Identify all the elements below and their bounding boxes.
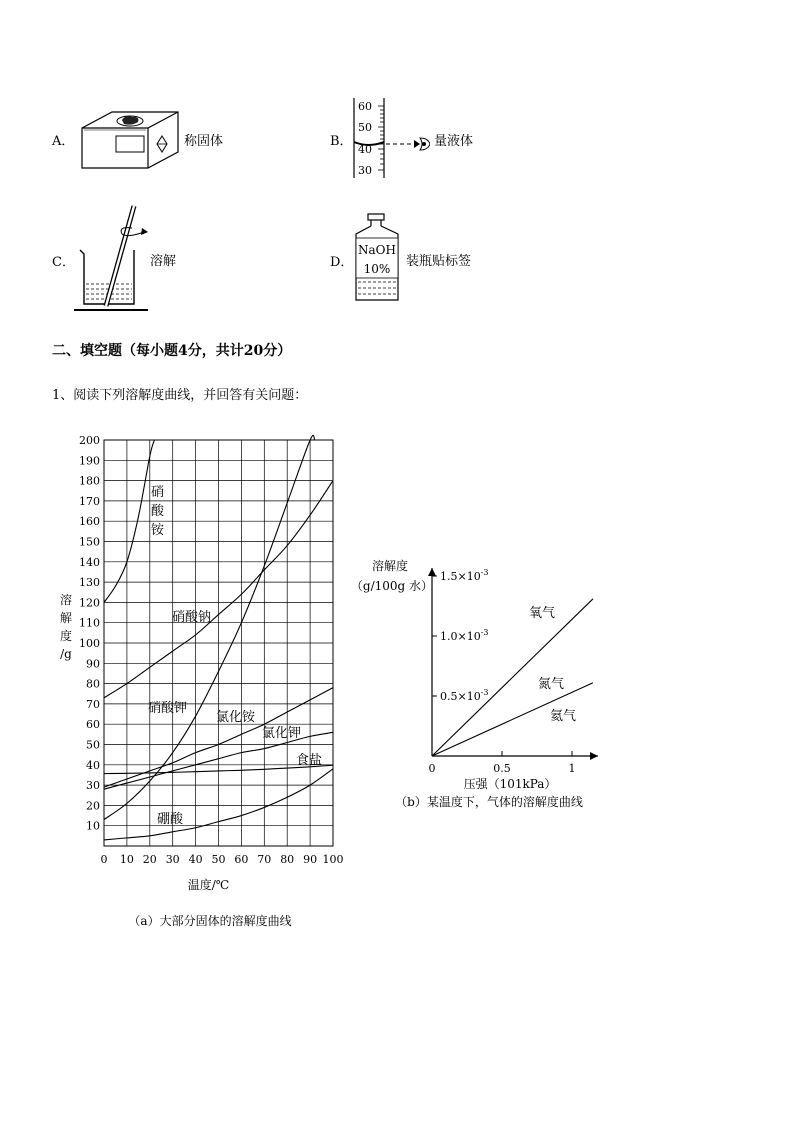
- cylinder-tick-40: 40: [358, 143, 372, 156]
- y-tick-label: 80: [86, 677, 100, 691]
- series-label: 硝酸钠: [172, 610, 212, 625]
- y-tick-label: $1.5\times 10^{-3}$: [440, 568, 489, 583]
- beaker-stirring-illustration: [74, 200, 154, 314]
- solid-solubility-chart: [50, 428, 360, 933]
- y-tick-label: 140: [79, 555, 100, 569]
- series-label: 硼酸: [157, 812, 184, 827]
- y-tick-label: $1.0\times 10^{-3}$: [440, 628, 489, 643]
- x-axis-arrow: [590, 752, 598, 760]
- reagent-bottle-illustration: [352, 212, 402, 304]
- y-tick-label: 130: [79, 576, 100, 590]
- y-tick-label: 90: [86, 657, 100, 671]
- balance-illustration: [80, 108, 180, 172]
- cylinder-tick-30: 30: [358, 164, 372, 177]
- series-line: [104, 435, 315, 819]
- series-label: 酸: [151, 504, 165, 519]
- series-label: 硝: [151, 485, 165, 500]
- x-tick-label: 20: [142, 853, 157, 866]
- x-tick-label: 0: [428, 762, 436, 775]
- x-tick-label: 70: [257, 853, 272, 866]
- y-tick-label: 180: [79, 474, 100, 488]
- y-tick-label: 60: [86, 718, 100, 732]
- y-tick-label: 20: [86, 799, 100, 813]
- y-tick-label: 150: [79, 535, 100, 549]
- y-axis-label: /g: [60, 647, 72, 661]
- cylinder-tick-50: 50: [358, 121, 372, 134]
- series-label: 氧气: [529, 606, 556, 621]
- y-tick-label: 110: [79, 616, 100, 630]
- option-c-letter: C．: [52, 255, 75, 270]
- series-label: 氦气: [550, 709, 577, 724]
- option-a-letter: A．: [52, 134, 75, 149]
- y-axis-label: 度: [59, 629, 73, 643]
- series-line: [432, 599, 593, 756]
- y-tick-label: 100: [79, 637, 100, 650]
- y-tick-label: $0.5\times 10^{-3}$: [440, 688, 489, 703]
- x-tick-label: 0: [100, 853, 108, 866]
- x-tick-label: 50: [211, 853, 226, 866]
- y-tick-label: 10: [86, 819, 100, 833]
- series-label: 铵: [151, 523, 165, 538]
- y-tick-label: 50: [86, 738, 100, 752]
- option-d-letter: D．: [330, 255, 354, 270]
- x-tick-label: 0.5: [493, 762, 511, 775]
- chart-caption: （b）某温度下，气体的溶解度曲线: [395, 795, 583, 809]
- x-tick-label: 1: [568, 762, 576, 775]
- option-b-text: 量液体: [434, 134, 474, 149]
- bottle-label-concentration: 10%: [363, 262, 391, 276]
- x-tick-label: 40: [188, 853, 203, 866]
- y-tick-label: 160: [79, 515, 100, 529]
- x-tick-label: 60: [234, 853, 249, 866]
- x-tick-label: 100: [322, 853, 344, 866]
- y-tick-label: 200: [79, 434, 100, 447]
- y-tick-label: 120: [79, 596, 100, 610]
- question-text: 1、阅读下列溶解度曲线，并回答有关问题：: [52, 388, 308, 403]
- y-tick-label: 190: [79, 454, 100, 468]
- x-axis-label: 温度/℃: [187, 878, 230, 892]
- chart-caption: （a）大部分固体的溶解度曲线: [128, 914, 292, 928]
- bottle-label-formula: NaOH: [358, 243, 396, 257]
- y-tick-label: 70: [86, 697, 100, 711]
- y-axis-label: 解: [59, 611, 73, 625]
- x-axis-label: 压强（101kPa）: [463, 777, 557, 791]
- option-c-text: 溶解: [150, 254, 177, 269]
- y-axis-arrow: [428, 568, 436, 576]
- y-axis-label: 溶: [59, 593, 73, 607]
- series-label: 氯化钾: [262, 726, 302, 741]
- section-title: 二、填空题（每小题4分，共计20分）: [52, 343, 292, 359]
- series-label: 氮气: [538, 677, 565, 692]
- series-label: 食盐: [296, 753, 323, 768]
- x-tick-label: 10: [119, 853, 134, 866]
- x-tick-label: 80: [280, 853, 295, 866]
- option-d-text: 装瓶贴标签: [406, 254, 472, 269]
- y-axis-unit: （g/100g 水）: [350, 579, 434, 593]
- y-tick-label: 30: [86, 779, 100, 793]
- y-axis-label: 溶解度: [371, 559, 409, 573]
- series-label: 硝酸钾: [148, 701, 188, 716]
- option-b-letter: B．: [330, 134, 353, 149]
- series-label: 氯化铵: [216, 710, 256, 725]
- cylinder-tick-60: 60: [358, 100, 372, 113]
- x-tick-label: 90: [303, 853, 318, 866]
- graduated-cylinder-illustration: [348, 98, 430, 180]
- gas-solubility-chart: [350, 548, 640, 813]
- y-tick-label: 170: [79, 494, 100, 508]
- x-tick-label: 30: [165, 853, 180, 866]
- option-a-text: 称固体: [184, 134, 224, 149]
- y-tick-label: 40: [86, 758, 100, 772]
